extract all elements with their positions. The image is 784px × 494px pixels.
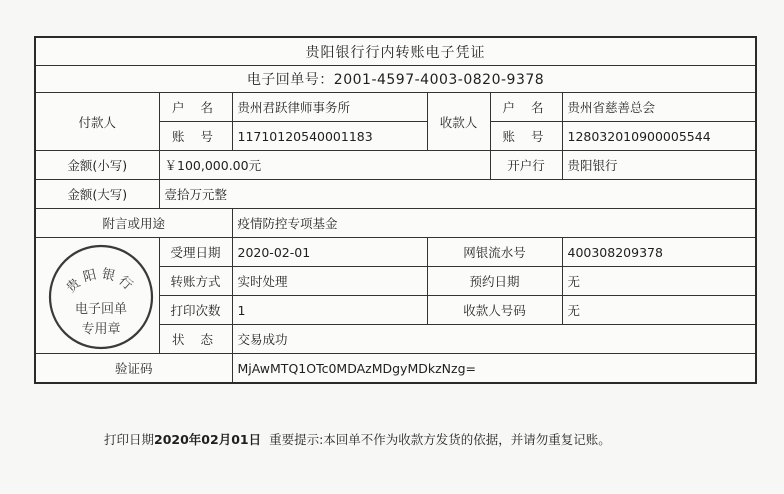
seal-top-text: 贵阳银行 [63,266,139,296]
seal-cell [35,238,159,354]
print-date: 2020年02月01日 [154,432,262,447]
payee-label: 收款人 [427,93,490,151]
verify-code: MjAwMTQ1OTc0MDAzMDgyMDkzNzg= [232,354,756,384]
accept-date-label: 受理日期 [159,238,232,267]
notice: 重要提示:本回单不作为收款方发货的依据，并请勿重复记账。 [269,432,611,447]
print-date-prefix: 打印日期 [104,432,155,447]
verify-label: 验证码 [35,354,232,384]
receipt-title: 贵阳银行行内转账电子凭证 [35,37,756,66]
payee-no-label: 收款人号码 [427,296,562,325]
status-label: 状 态 [159,325,232,354]
memo-label: 附言或用途 [35,209,232,238]
footer [104,430,611,448]
payee-bank: 贵阳银行 [562,151,756,180]
memo: 疫情防控专项基金 [232,209,756,238]
payee-account-label: 账 号 [490,122,562,151]
status: 交易成功 [232,325,756,354]
receipt-table [34,36,757,384]
scheduled-date: 无 [562,267,756,296]
receipt-number: 电子回单号：2001-4597-4003-0820-9378 [35,66,756,93]
seal-line2: 专用章 [81,322,121,337]
payee-name: 贵州省慈善总会 [562,93,756,122]
amount-big: 壹拾万元整 [159,180,756,209]
payer-name-label: 户 名 [159,93,232,122]
amount-small-label: 金额(小写) [35,151,159,180]
bank-seal-stamp [47,243,155,351]
payer-account-label: 账 号 [159,122,232,151]
scheduled-date-label: 预约日期 [427,267,562,296]
payee-bank-label: 开户行 [490,151,562,180]
payee-account: 128032010900005544 [562,122,756,151]
svg-text:贵阳银行 [63,267,138,296]
accept-date: 2020-02-01 [232,238,427,267]
serial: 400308209378 [562,238,756,267]
payer-name: 贵州君跃律师事务所 [232,93,427,122]
print-count-label: 打印次数 [159,296,232,325]
seal-line1: 电子回单 [74,302,128,317]
serial-label: 网银流水号 [427,238,562,267]
payee-name-label: 户 名 [490,93,562,122]
payee-no: 无 [562,296,756,325]
payer-label: 付款人 [35,93,159,151]
transfer-mode: 实时处理 [232,267,427,296]
payer-account: 11710120540001183 [232,122,427,151]
print-count: 1 [232,296,427,325]
amount-small: ￥100,000.00元 [159,151,490,180]
amount-big-label: 金额(大写) [35,180,159,209]
transfer-mode-label: 转账方式 [159,267,232,296]
